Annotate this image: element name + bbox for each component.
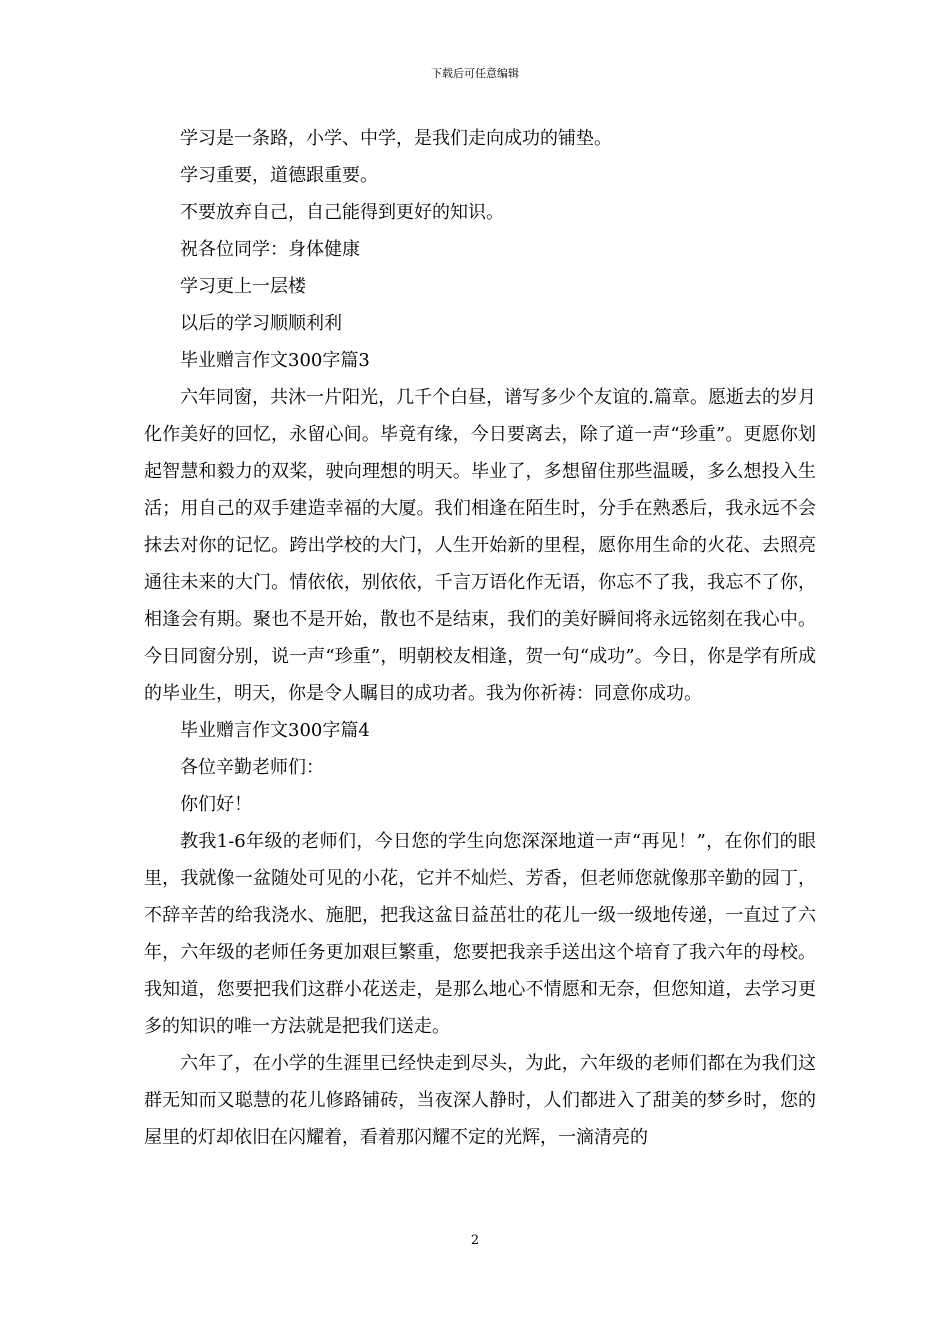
text-line: 祝各位同学：身体健康: [180, 239, 360, 260]
page-number: 2: [470, 1233, 480, 1248]
text-line: 学习更上一层楼: [180, 276, 306, 297]
text-line: 以后的学习顺顺利利: [180, 313, 342, 334]
text-line: 不要放弃自己，自己能得到更好的知识。: [180, 202, 504, 223]
paragraph: 六年了，在小学的生涯里已经快走到尽头，为此，六年级的老师们都在为我们这群无知而又聪慧的花儿修路铺砖，当夜深人静时，人们都进入了甜美的梦乡时，您的屋里的灯却依旧在闪耀着，看着那闪耀不定的光辉，一滴清亮的: [144, 1053, 816, 1148]
section-heading: 毕业赠言作文300字篇4: [180, 720, 370, 741]
document-body: [144, 120, 816, 1156]
paragraph: 六年同窗，共沐一片阳光，几千个白昼，谱写多少个友谊的.篇章。愿逝去的岁月化作美好的回忆，永留心间。毕竟有缘，今日要离去，除了道一声“珍重”。更愿你划起智慧和毅力的双桨，驶向理想的明天。毕业了，多想留住那些温暖，多么想投入生活；用自己的双手建造幸福的大厦。我们相逢在陌生时，分手在熟悉后，我永远不会抹去对你的记忆。跨出学校的大门，人生开始新的里程，愿你用生命的火花、去照亮通往未来的大门。情依依，别依依，千言万语化作无语，你忘不了我，我忘不了你，相逢会有期。聚也不是开始，散也不是结束，我们的美好瞬间将永远铭刻在我心中。今日同窗分别，说一声“珍重”，明朝校友相逢，贺一句“成功”。今日，你是学有所成的毕业生，明天，你是令人瞩目的成功者。我为你祈祷：同意你成功。: [144, 387, 816, 704]
text-line: 学习重要，道德跟重要。: [180, 165, 378, 186]
greeting: 你们好！: [180, 794, 252, 815]
page-header: 下载后可任意编辑: [431, 67, 519, 80]
section-heading: 毕业赠言作文300字篇3: [180, 350, 370, 371]
paragraph: 教我1-6年级的老师们，今日您的学生向您深深地道一声“再见！”，在你们的眼里，我就像一盆随处可见的小花，它并不灿烂、芳香，但老师您就像那辛勤的园丁，不辞辛苦的给我浇水、施肥，把我这盆日益茁壮的花儿一级一级地传递，一直过了六年，六年级的老师任务更加艰巨繁重，您要把我亲手送出这个培育了我六年的母校。我知道，您要把我们这群小花送走，是那么地心不情愿和无奈，但您知道，去学习更多的知识的唯一方法就是把我们送走。: [144, 831, 816, 1037]
salutation: 各位辛勤老师们：: [180, 757, 324, 778]
text-line: 学习是一条路，小学、中学，是我们走向成功的铺垫。: [180, 128, 612, 149]
